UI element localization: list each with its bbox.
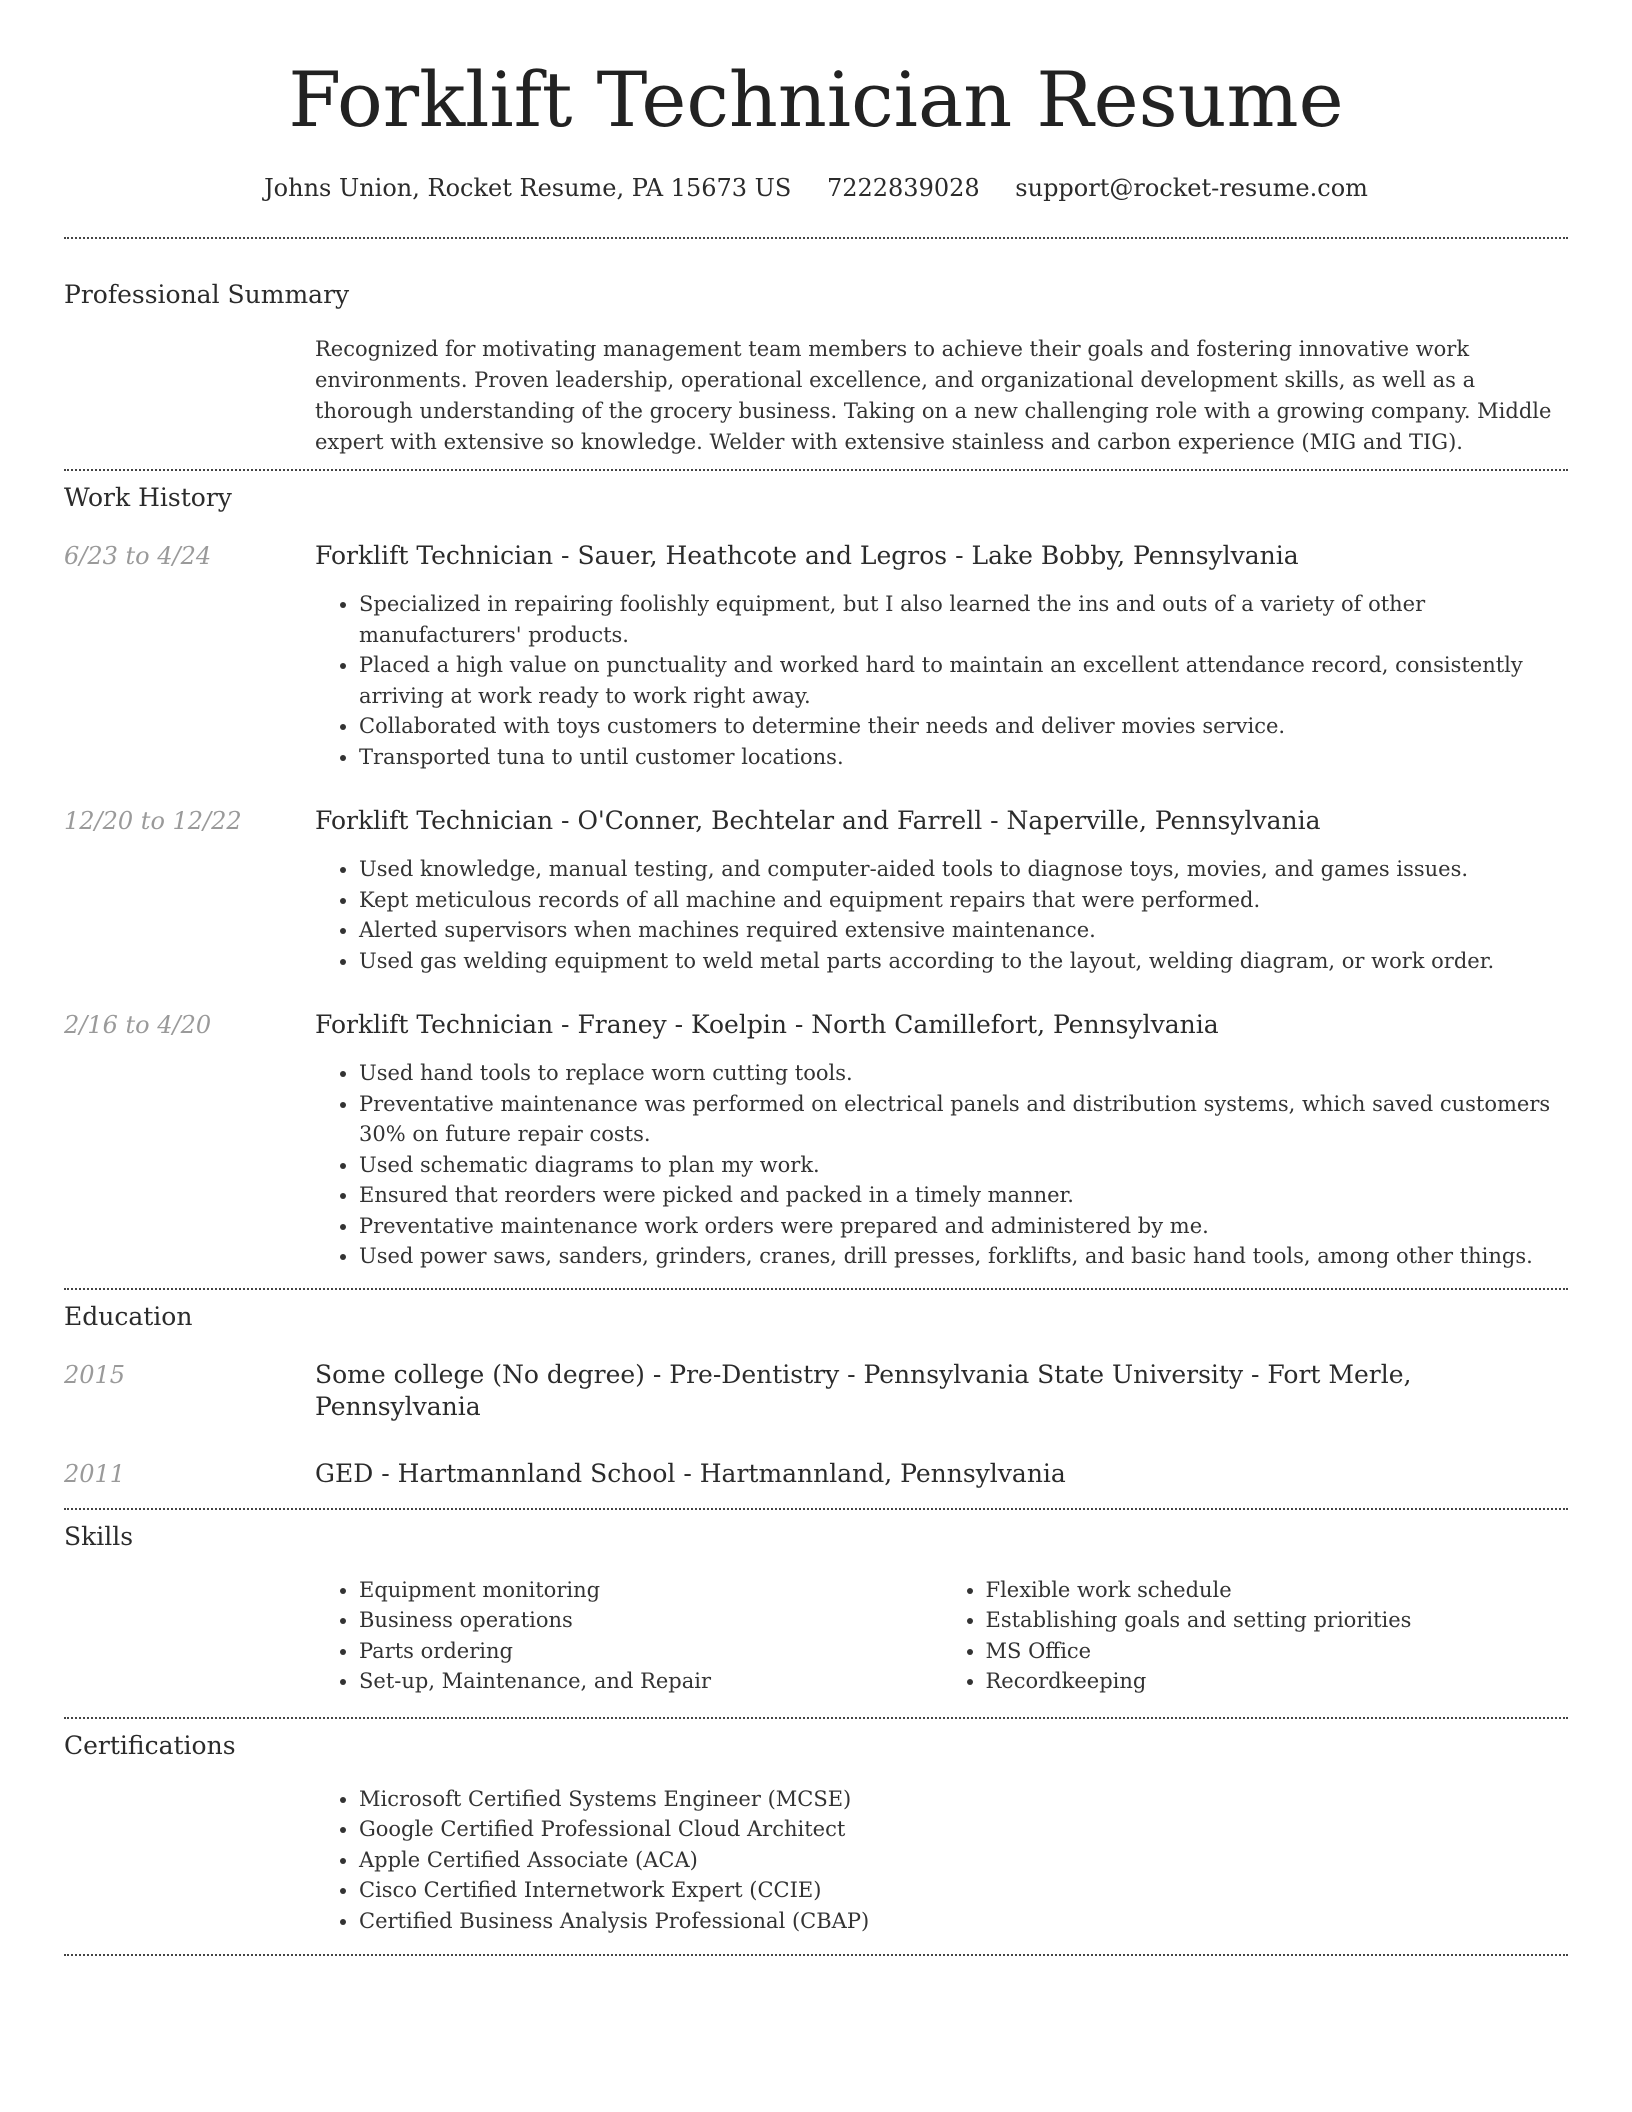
skill-item: • Parts ordering [359,1636,942,1667]
job-bullet: • Ensured that reorders were picked and packed in a timely manner. [359,1180,1568,1211]
skill-item: • Set-up, Maintenance, and Repair [359,1666,942,1697]
job-bullet: • Preventative maintenance was performed on electrical panels and distribution systems, which saved customers 30% on future repair costs. [359,1089,1568,1150]
resume-title: Forklift Technician Resume [288,55,1344,144]
skills-section [64,1521,1568,1697]
work-history-heading: Work History [64,483,232,512]
job-bullet: • Kept meticulous records of all machine and equipment repairs that were performed. [359,885,1568,916]
work-history-section [64,482,1568,1272]
divider [64,237,1568,239]
education-text: Some college (No degree) - Pre-Dentistry - Pennsylvania State University - Fort Merle, Pennsylvania [315,1359,1412,1421]
summary-text: Recognized for motivating management team members to achieve their goals and fostering innovative work environments. Proven leadership, operational excellence, and organizational development skills, as well as a thorough understanding of the grocery business. Taking on a new challenging role with a growing company. Middle expert with extensive so knowledge. Welder with extensive stainless and carbon experience (MIG and TIG). [315,337,1552,454]
job-title: Forklift Technician - Franey - Koelpin - North Camillefort, Pennsylvania [315,1010,1219,1039]
divider [64,469,1568,471]
skills-list-right [942,1575,1569,1697]
job-bullet: • Preventative maintenance work orders were prepared and administered by me. [359,1211,1568,1242]
resume-page [64,0,1568,1956]
certifications-section [64,1730,1568,1937]
certifications-list [315,1784,1568,1937]
divider [64,1288,1568,1290]
education-heading: Education [64,1301,193,1331]
certification-item: • Google Certified Professional Cloud Architect [359,1814,1568,1845]
job-bullet: • Alerted supervisors when machines required extensive maintenance. [359,915,1568,946]
certification-item: • Apple Certified Associate (ACA) [359,1845,1568,1876]
job-title: Forklift Technician - O'Conner, Bechtelar and Farrell - Naperville, Pennsylvania [315,806,1321,835]
divider [64,1508,1568,1510]
contact-line [64,172,1568,204]
skills-grid [315,1575,1568,1697]
job-date: 12/20 to 12/22 [64,807,242,835]
job-bullet: • Transported tuna to until customer locations. [359,742,1568,773]
certifications-heading: Certifications [64,1730,236,1760]
certification-item: • Microsoft Certified Systems Engineer (MCSE) [359,1784,1568,1815]
job-bullet: • Used gas welding equipment to weld metal parts according to the layout, welding diagram, or work order. [359,946,1568,977]
contact-phone: 7222839028 [826,174,980,202]
job-bullet: • Specialized in repairing foolishly equipment, but I also learned the ins and outs of a variety of other manufacturers' products. [359,589,1568,650]
job-bullet: • Used hand tools to replace worn cutting tools. [359,1058,1568,1089]
skill-item: • Business operations [359,1605,942,1636]
certification-item: • Cisco Certified Internetwork Expert (CCIE) [359,1875,1568,1906]
education-section [64,1301,1568,1490]
skills-heading: Skills [64,1521,134,1551]
divider [64,1717,1568,1719]
job-entry [64,1009,1568,1272]
job-bullet: • Used schematic diagrams to plan my work. [359,1150,1568,1181]
skill-item: • Recordkeeping [986,1666,1569,1697]
job-bullets [315,854,1568,976]
skill-item: • Flexible work schedule [986,1575,1569,1606]
education-entry [64,1458,1568,1490]
certification-item: • Certified Business Analysis Professional (CBAP) [359,1906,1568,1937]
divider [64,1954,1568,1956]
education-year: 2011 [64,1459,126,1488]
job-bullet: • Used knowledge, manual testing, and computer-aided tools to diagnose toys, movies, and games issues. [359,854,1568,885]
education-year: 2015 [64,1360,126,1389]
skill-item: • Equipment monitoring [359,1575,942,1606]
job-entry [64,540,1568,772]
job-entry [64,805,1568,976]
job-bullet: • Collaborated with toys customers to determine their needs and deliver movies service. [359,711,1568,742]
contact-email: support@rocket-resume.com [1015,174,1368,202]
skill-item: • MS Office [986,1636,1569,1667]
job-bullet: • Used power saws, sanders, grinders, cranes, drill presses, forklifts, and basic hand tools, among other things. [359,1241,1568,1272]
job-bullet: • Placed a high value on punctuality and worked hard to maintain an excellent attendance record, consistently arriving at work ready to work right away. [359,650,1568,711]
skills-list-left [315,1575,942,1697]
job-bullets [315,589,1568,772]
job-date: 6/23 to 4/24 [64,542,212,570]
job-bullets [315,1058,1568,1272]
education-entry [64,1359,1568,1423]
job-title: Forklift Technician - Sauer, Heathcote and Legros - Lake Bobby, Pennsylvania [315,541,1299,570]
skill-item: • Establishing goals and setting priorities [986,1605,1569,1636]
summary-section [64,279,1568,458]
job-date: 2/16 to 4/20 [64,1011,212,1039]
education-text: GED - Hartmannland School - Hartmannland, Pennsylvania [315,1458,1066,1488]
summary-heading: Professional Summary [64,280,350,309]
contact-address: Johns Union, Rocket Resume, PA 15673 US [264,174,792,202]
